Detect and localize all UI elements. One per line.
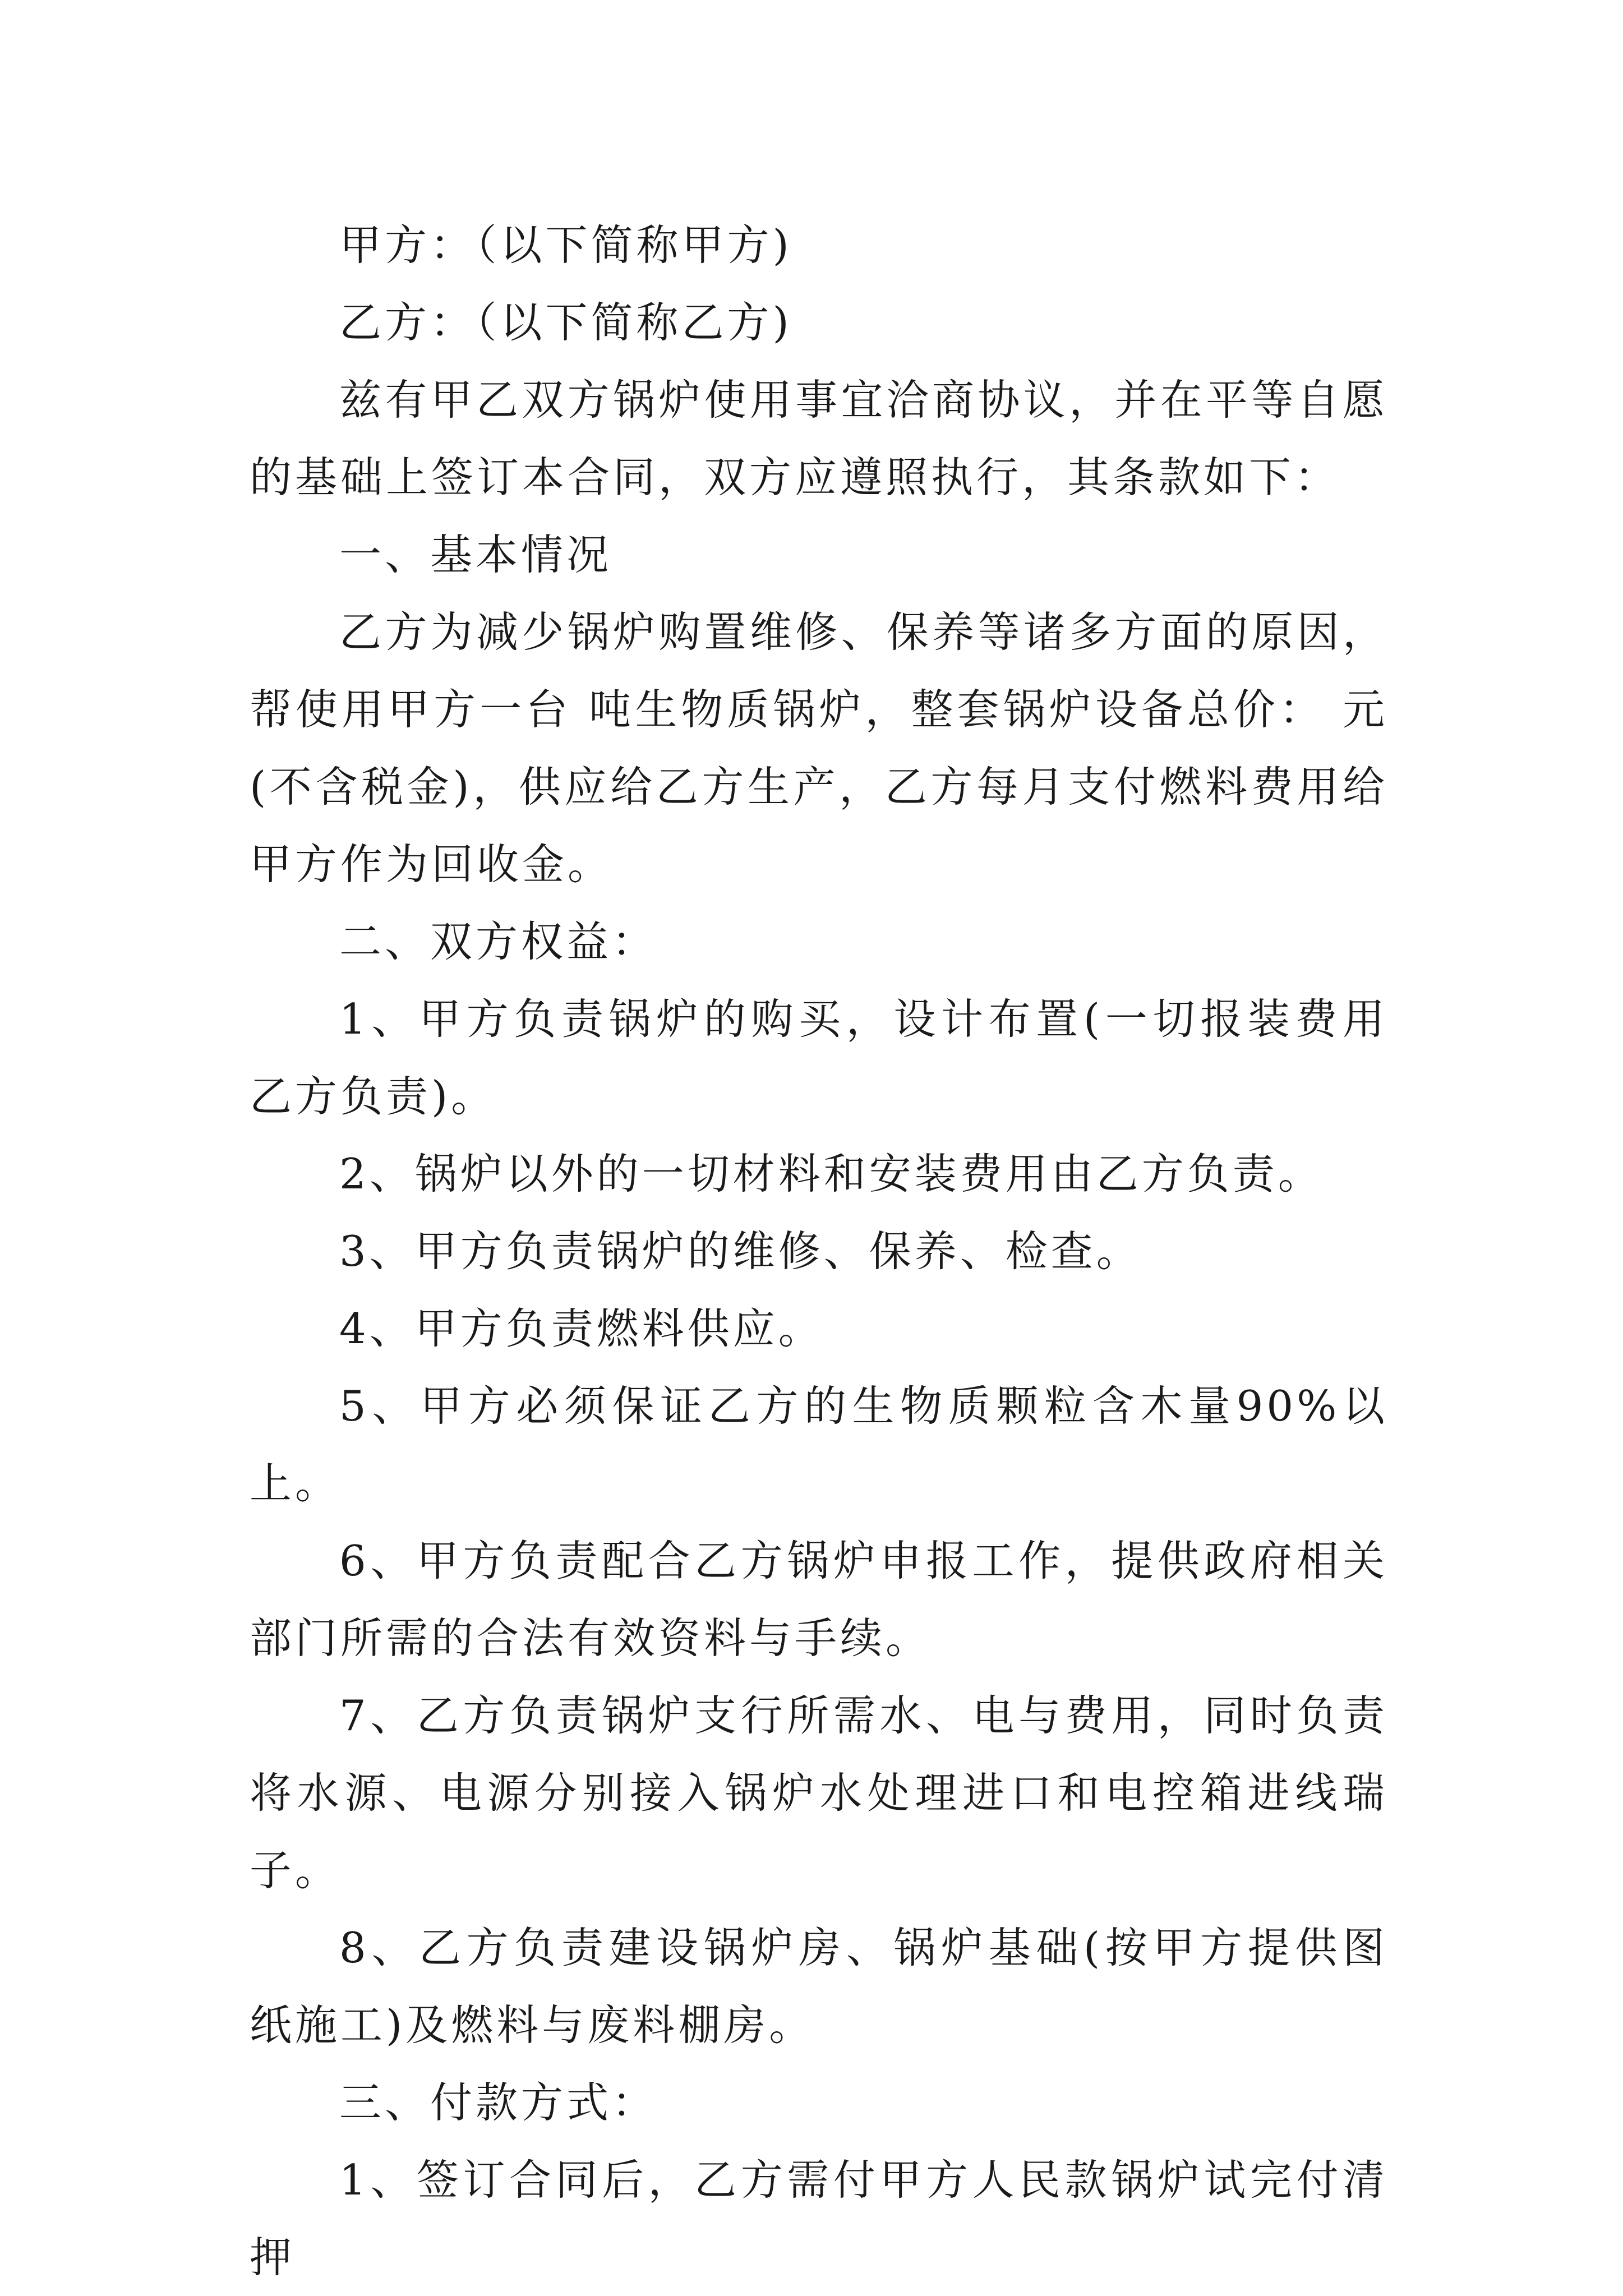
party-b-line: 乙方：（以下简称乙方)	[339, 298, 792, 347]
party-a-line: 甲方：（以下简称甲方)	[339, 220, 792, 270]
clause-item: 7、乙方负责锅炉支行所需水、电与费用，同时负责将水源、电源分别接入锅炉水处理进口和电控箱进线瑞子。	[250, 1691, 1388, 1895]
section-heading-rights: 二、双方权益：	[339, 917, 658, 966]
clause-item: 8、乙方负责建设锅炉房、锅炉基础(按甲方提供图纸施工)及燃料与废料棚房。	[250, 1923, 1388, 2050]
clause-item: 5、甲方必须保证乙方的生物质颗粒含木量90%以上。	[250, 1381, 1388, 1508]
section-heading-payment: 三、付款方式：	[339, 2078, 658, 2127]
clause-item: 1、签订合同后，乙方需付甲方人民款锅炉试完付清押	[250, 2155, 1388, 2282]
clause-item: 4、甲方负责燃料供应。	[339, 1304, 824, 1353]
section-heading-basic-info: 一、基本情况	[339, 530, 612, 579]
preamble-paragraph: 兹有甲乙双方锅炉使用事宜洽商协议，并在平等自愿的基础上签订本合同，双方应遵照执行，其条款如下：	[250, 375, 1388, 502]
clause-item: 3、甲方负责锅炉的维修、保养、检查。	[339, 1227, 1142, 1276]
clause-item: 6、甲方负责配合乙方锅炉申报工作，提供政府相关部门所需的合法有效资料与手续。	[250, 1536, 1388, 1663]
document-body	[250, 206, 1388, 2296]
basic-info-paragraph: 乙方为减少锅炉购置维修、保养等诸多方面的原因，帮使用甲方一台 吨生物质锅炉，整套锅炉设备总价： 元(不含税金)，供应给乙方生产，乙方每月支付燃料费用给甲方作为回收金。	[250, 607, 1388, 889]
clause-item: 2、锅炉以外的一切材料和安装费用由乙方负责。	[339, 1149, 1324, 1198]
clause-item: 1、甲方负责锅炉的购买，设计布置(一切报装费用乙方负责)。	[250, 994, 1388, 1121]
